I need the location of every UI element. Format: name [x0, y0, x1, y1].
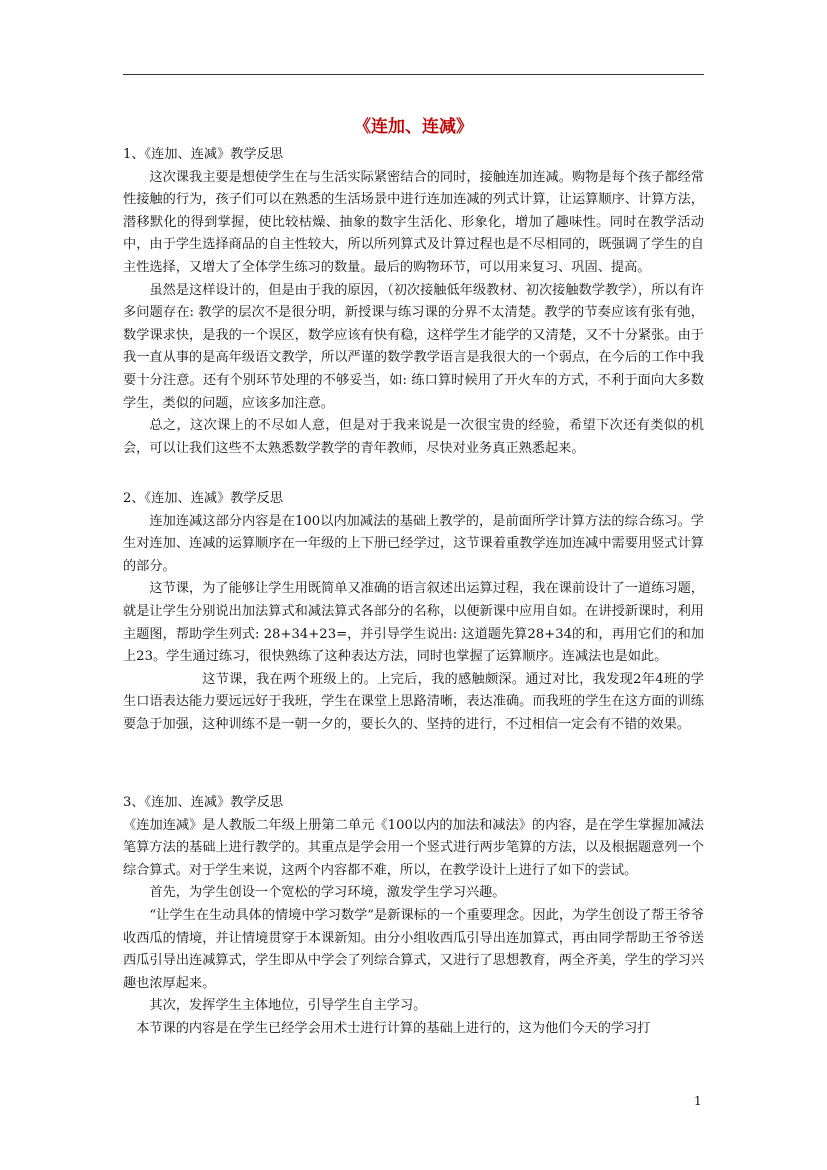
header-rule [123, 74, 704, 75]
paragraph: 连加连减这部分内容是在100以内加减法的基础上教学的，是前面所学计算方法的综合练习。学生对连加、连减的运算顺序在一年级的上下册已经学过，这节课着重教学连加连减中需要用竖式计算的部分。 [123, 513, 704, 574]
section-2 [123, 488, 704, 737]
page-title: 《连加、连减》 [354, 117, 473, 137]
paragraph: 这节课，我在两个班级上的。上完后，我的感触颇深。通过对比，我发现2年4班的学生口语表达能力要远远好于我班，学生在课堂上思路清晰，表达准确。而我班的学生在这方面的训练要急于加强，这种训练不是一朝一夕的，要长久的、坚持的进行，不过相信一定会有不错的效果。 [123, 671, 704, 732]
section-heading: 2、《连加、连减》教学反思 [123, 491, 284, 506]
section-heading: 3、《连加、连减》教学反思 [123, 795, 284, 810]
paragraph: 这次课我主要是想使学生在与生活实际紧密结合的同时，接触连加连减。购物是每个孩子都经常性接触的行为，孩子们可以在熟悉的生活场景中进行连加连减的列式计算，让运算顺序、计算方法，潜移默化的得到掌握，使比较枯燥、抽象的数字生活化、形象化，增加了趣味性。同时在教学活动中，由于学生选择商品的自主性较大，所以所列算式及计算过程也是不尽相同的，既强调了学生的自主性选择，又增大了全体学生练习的数量。最后的购物环节，可以用来复习、巩固、提高。 [123, 169, 704, 275]
paragraph: “让学生在生动具体的情境中学习数学”是新课标的一个重要理念。因此，为学生创设了帮王爷爷收西瓜的情境，并让情境贯穿于本课新知。由分小组收西瓜引导出连加算式，再由同学帮助王爷爷送西瓜引导出连减算式，学生即从中学会了列综合算式，又进行了思想教育，两全齐美，学生的学习兴趣也浓厚起来。 [123, 907, 704, 991]
section-3 [123, 792, 704, 1041]
paragraph: 《连加连减》是人教版二年级上册第二单元《100以内的加法和减法》的内容，是在学生掌握加减法笔算方法的基础上进行教学的。其重点是学会用一个竖式进行两步笔算的方法，以及根据题意列一个综合算式。对于学生来说，这两个内容都不难，所以，在教学设计上进行了如下的尝试。 [123, 817, 704, 878]
paragraph: 这节课，为了能够让学生用既简单又准确的语言叙述出运算过程，我在课前设计了一道练习题，就是让学生分别说出加法算式和减法算式各部分的名称，以便新课中应用自如。在讲授新课时，利用主题图，帮助学生列式: 28+34+23=，并引导学生说出: 这道题先算28+34的和，再用它们的和加上23。学生通过练习，很快熟练了这种表达方法，同时也掌握了运算顺序。连减法也是如此。 [123, 581, 704, 665]
paragraph: 虽然是这样设计的，但是由于我的原因，（初次接触低年级教材、初次接触数学教学），所以有许多问题存在: 教学的层次不是很分明，新授课与练习课的分界不太清楚。教学的节奏应该有张有弛，数学课求快，是我的一个误区，数学应该有快有稳，这样学生才能学的又清楚，又不十分紧张。由于我一直从事的是高年级语文教学，所以严谨的数学教学语言是我很大的一个弱点，在今后的工作中我要十分注意。还有个别环节处理的不够妥当，如: 练口算时候用了开火车的方式，不利于面向大多数学生，类似的问题，应该多加注意。 [123, 282, 704, 411]
page-number: 1 [694, 1094, 702, 1108]
paragraph: 本节课的内容是在学生已经学会用术士进行计算的基础上进行的，这为他们今天的学习打 [136, 1020, 651, 1036]
paragraph: 其次，发挥学生主体地位，引导学生自主学习。 [149, 998, 427, 1014]
paragraph: 首先，为学生创设一个宽松的学习环境，激发学生学习兴趣。 [149, 885, 506, 901]
section-heading: 1、《连加、连减》教学反思 [123, 147, 284, 162]
paragraph: 总之，这次课上的不尽如人意，但是对于我来说是一次很宝贵的经验，希望下次还有类似的机会，可以让我们这些不太熟悉数学教学的青年教师，尽快对业务真正熟悉起来。 [123, 418, 704, 456]
section-1 [123, 144, 704, 460]
